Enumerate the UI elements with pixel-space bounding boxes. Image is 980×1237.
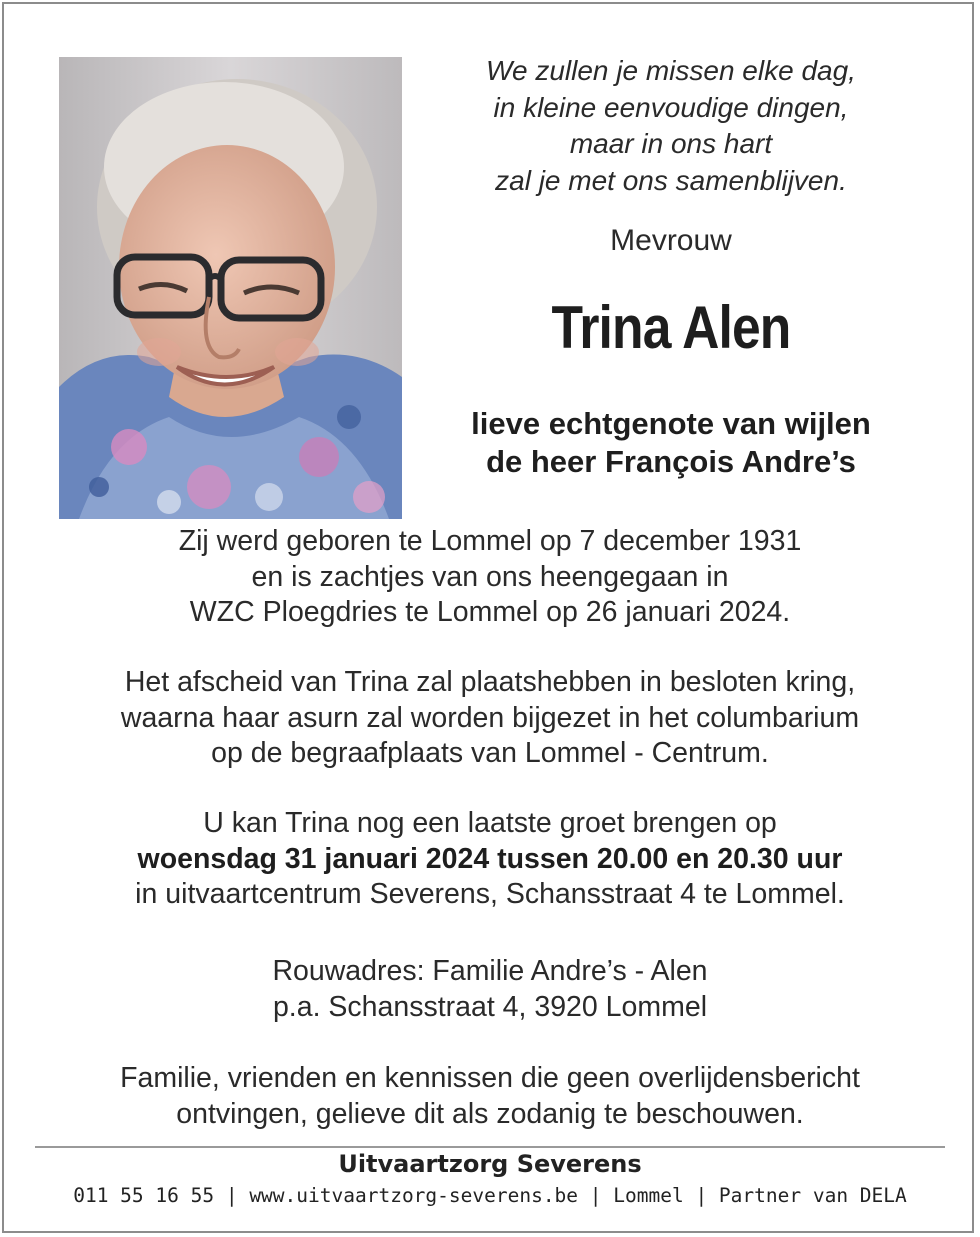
text-line: U kan Trina nog een laatste groet brengen op	[203, 807, 777, 839]
text-line: Rouwadres: Familie Andre’s - Alen	[272, 955, 708, 987]
text-line: waarna haar asurn zal worden bijgezet in het columbarium	[120, 701, 860, 734]
text-line: en is zachtjes van ons heengegaan in	[251, 560, 729, 593]
poem-line: in kleine eenvoudige dingen,	[493, 91, 849, 123]
visitation-datetime: woensdag 31 januari 2024 tussen 20.00 en 20.30 uur	[137, 842, 843, 875]
text-line: op de begraafplaats van Lommel - Centrum.	[211, 737, 769, 769]
spouse-mention	[420, 405, 922, 481]
salutation: Mevrouw	[610, 224, 732, 257]
text-line: WZC Ploegdries te Lommel op 26 januari 2024.	[189, 596, 791, 628]
poem-line: zal je met ons samenblijven.	[495, 164, 847, 196]
memorial-poem	[420, 53, 922, 199]
spouse-line: de heer François Andre’s	[486, 444, 856, 479]
text-line: in uitvaartcentrum Severens, Schansstraat 4 te Lommel.	[135, 878, 845, 910]
text-line: ontvingen, gelieve dit als zodanig te beschouwen.	[176, 1097, 804, 1130]
poem-line: maar in ons hart	[569, 128, 773, 159]
deceased-name: Trina Alen	[551, 294, 791, 361]
text-line: p.a. Schansstraat 4, 3920 Lommel	[272, 990, 708, 1023]
text-line: Familie, vrienden en kennissen die geen overlijdensbericht	[120, 1062, 860, 1094]
portrait-photo	[59, 57, 402, 519]
funeral-home-contact: 011 55 16 55 | www.uitvaartzorg-severens.be | Lommel | Partner van DELA	[73, 1184, 907, 1207]
text-line: Het afscheid van Trina zal plaatshebben in besloten kring,	[124, 666, 856, 698]
birth-death-paragraph	[40, 524, 940, 631]
notice-paragraph	[40, 1061, 940, 1132]
spouse-line: lieve echtgenote van wijlen	[471, 406, 871, 441]
mourning-address	[40, 954, 940, 1025]
visitation-paragraph	[40, 806, 940, 913]
farewell-paragraph	[40, 665, 940, 772]
text-line: Zij werd geboren te Lommel op 7 december 1931	[178, 525, 802, 557]
divider	[35, 1146, 945, 1148]
poem-line: We zullen je missen elke dag,	[486, 55, 856, 86]
funeral-home-name: Uitvaartzorg Severens	[338, 1150, 642, 1178]
